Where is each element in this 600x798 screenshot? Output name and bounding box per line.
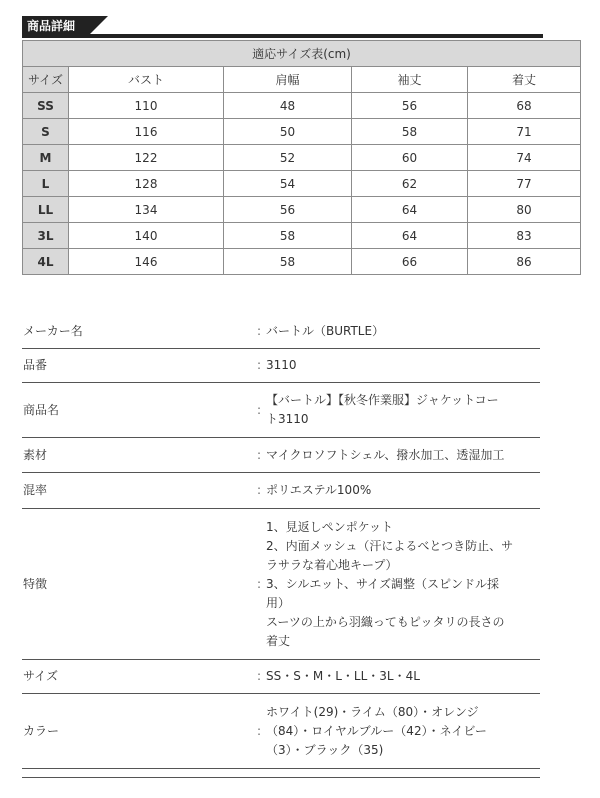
spec-value-line: バートル（BURTLE） bbox=[266, 323, 385, 338]
size-cell: S bbox=[23, 119, 69, 145]
spec-value-line: ポリエステル100% bbox=[266, 483, 372, 497]
spec-row-sizes bbox=[22, 660, 540, 694]
table-cell: 54 bbox=[224, 171, 352, 197]
table-cell: 71 bbox=[468, 119, 581, 145]
table-cell: 64 bbox=[352, 223, 468, 249]
table-cell: 116 bbox=[69, 119, 224, 145]
column-header: 着丈 bbox=[468, 67, 581, 93]
spec-label: 素材 bbox=[23, 447, 48, 462]
size-table-title: 適応サイズ表(cm) bbox=[23, 41, 581, 67]
table-cell: 146 bbox=[69, 249, 224, 275]
spec-value-line: 着丈 bbox=[266, 633, 291, 648]
spec-colon: : bbox=[257, 402, 262, 417]
size-table bbox=[22, 40, 581, 275]
column-header: 袖丈 bbox=[352, 67, 468, 93]
spec-row-product-name bbox=[22, 383, 540, 438]
column-header: バスト bbox=[69, 67, 224, 93]
table-cell: 122 bbox=[69, 145, 224, 171]
table-cell: 56 bbox=[352, 93, 468, 119]
section-title: 商品詳細 bbox=[22, 16, 88, 36]
table-cell: 80 bbox=[468, 197, 581, 223]
spec-value-line: 2、内面メッシュ（汗によるべとつき防止、サ bbox=[266, 538, 514, 553]
spec-value bbox=[266, 356, 540, 375]
size-cell: SS bbox=[23, 93, 69, 119]
spec-colon: : bbox=[257, 323, 262, 338]
table-cell: 62 bbox=[352, 171, 468, 197]
spec-row-maker bbox=[22, 314, 540, 349]
table-cell: 64 bbox=[352, 197, 468, 223]
spec-colon: : bbox=[257, 723, 262, 738]
spec-value bbox=[266, 446, 540, 465]
spec-value-line: （3）・ブラック（35) bbox=[266, 742, 384, 757]
spec-value-line: マイクロソフトシェル、撥水加工、透湿加工 bbox=[266, 447, 505, 462]
spec-value bbox=[266, 322, 540, 341]
spec-colon: : bbox=[257, 576, 262, 591]
spec-value-line: 3110 bbox=[266, 358, 297, 372]
spec-label: 商品名 bbox=[23, 402, 60, 417]
table-row bbox=[23, 93, 581, 119]
table-cell: 68 bbox=[468, 93, 581, 119]
spec-value bbox=[266, 667, 540, 686]
spec-value-line: ト3110 bbox=[266, 412, 309, 426]
column-header: 肩幅 bbox=[224, 67, 352, 93]
table-cell: 86 bbox=[468, 249, 581, 275]
spec-row-blend bbox=[22, 473, 540, 509]
table-cell: 48 bbox=[224, 93, 352, 119]
table-cell: 52 bbox=[224, 145, 352, 171]
spec-value-line: 用） bbox=[266, 595, 291, 610]
spec-colon: : bbox=[257, 447, 262, 462]
spec-value-line: ラサラな着心地キープ） bbox=[266, 557, 398, 572]
table-row bbox=[23, 249, 581, 275]
table-cell: 77 bbox=[468, 171, 581, 197]
table-cell: 128 bbox=[69, 171, 224, 197]
table-cell: 58 bbox=[352, 119, 468, 145]
spec-value-line: 1、見返しペンポケット bbox=[266, 519, 394, 534]
table-cell: 110 bbox=[69, 93, 224, 119]
spec-value bbox=[266, 703, 540, 760]
table-cell: 74 bbox=[468, 145, 581, 171]
section-header bbox=[22, 16, 543, 40]
bottom-divider bbox=[22, 777, 540, 778]
spec-label: 混率 bbox=[23, 483, 48, 497]
spec-list bbox=[22, 314, 540, 769]
spec-colon: : bbox=[257, 483, 262, 497]
table-cell: 66 bbox=[352, 249, 468, 275]
table-row bbox=[23, 171, 581, 197]
spec-label: 品番 bbox=[23, 358, 48, 372]
spec-value-line: 3、シルエット、サイズ調整（スピンドル採 bbox=[266, 576, 500, 591]
spec-label: メーカー名 bbox=[23, 323, 83, 338]
spec-value-line: スーツの上から羽織ってもピッタリの長さの bbox=[266, 614, 505, 629]
size-cell: L bbox=[23, 171, 69, 197]
size-cell: LL bbox=[23, 197, 69, 223]
spec-row-material bbox=[22, 438, 540, 473]
size-cell: 4L bbox=[23, 249, 69, 275]
spec-value bbox=[266, 518, 540, 651]
size-table-header-row bbox=[23, 67, 581, 93]
spec-row-features bbox=[22, 509, 540, 660]
table-row bbox=[23, 145, 581, 171]
spec-value bbox=[266, 391, 540, 429]
table-cell: 134 bbox=[69, 197, 224, 223]
table-cell: 56 bbox=[224, 197, 352, 223]
spec-value-line: ホワイト(29)・ライム（80）・オレンジ bbox=[266, 704, 479, 719]
table-row bbox=[23, 119, 581, 145]
table-cell: 140 bbox=[69, 223, 224, 249]
spec-label: 特徴 bbox=[23, 576, 48, 591]
spec-colon: : bbox=[257, 669, 262, 683]
spec-value-line: SS・S・M・L・LL・3L・4L bbox=[266, 669, 420, 683]
size-cell: 3L bbox=[23, 223, 69, 249]
table-cell: 58 bbox=[224, 223, 352, 249]
spec-row-part-number bbox=[22, 349, 540, 383]
table-row bbox=[23, 223, 581, 249]
size-cell: M bbox=[23, 145, 69, 171]
spec-colon: : bbox=[257, 358, 262, 372]
size-table-title-row bbox=[23, 41, 581, 67]
spec-value bbox=[266, 481, 540, 500]
spec-value-line: （84）・ロイヤルブルー（42）・ネイビー bbox=[266, 723, 487, 738]
spec-label: サイズ bbox=[23, 669, 59, 683]
table-row bbox=[23, 197, 581, 223]
table-cell: 50 bbox=[224, 119, 352, 145]
table-cell: 60 bbox=[352, 145, 468, 171]
spec-row-colors bbox=[22, 694, 540, 769]
spec-value-line: 【バートル】【秋冬作業服】ジャケットコー bbox=[266, 393, 499, 407]
header-tab-slant bbox=[88, 16, 108, 36]
spec-label: カラー bbox=[23, 723, 60, 738]
table-cell: 83 bbox=[468, 223, 581, 249]
table-cell: 58 bbox=[224, 249, 352, 275]
column-header: サイズ bbox=[23, 67, 69, 93]
